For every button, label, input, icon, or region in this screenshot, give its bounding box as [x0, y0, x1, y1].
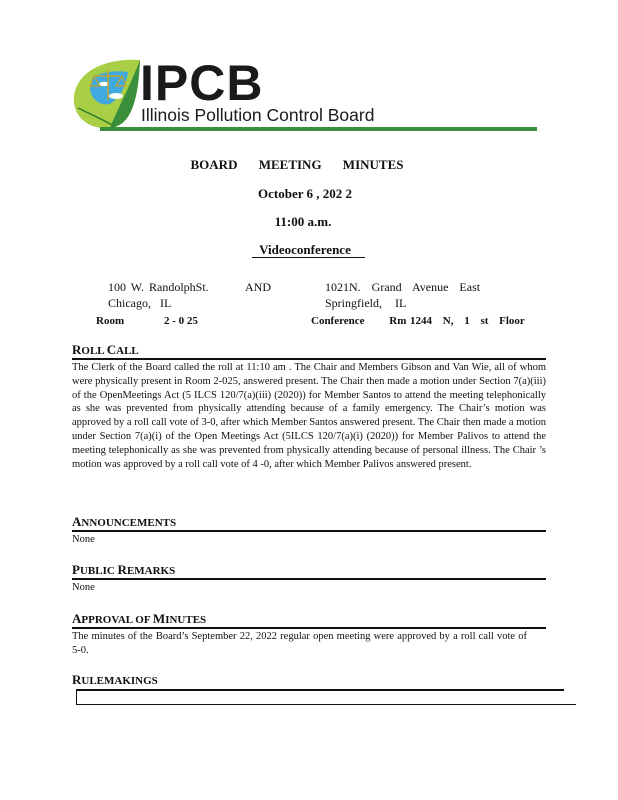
rulemakings-rule	[76, 689, 564, 691]
springfield-city: Springfield, IL	[325, 296, 407, 310]
announcements-text: None	[72, 534, 95, 545]
chicago-city: Chicago, IL	[108, 296, 172, 310]
ipcb-leaf-logo-icon	[70, 56, 142, 132]
approval-text: The minutes of the Board’s September 22, 2022 regular open meeting were approved by a roll call vote of 5-0.	[72, 631, 527, 656]
approval-heading: APPROVAL OF MINUTES	[72, 611, 207, 626]
public-remarks-rule	[72, 578, 546, 580]
rulemakings-box-left	[76, 689, 77, 705]
public-remarks-heading: PUBLIC REMARKS	[72, 562, 176, 577]
chicago-room-number: 2 - 0 25	[164, 315, 198, 327]
meeting-time: 11:00 a.m.	[274, 214, 332, 229]
roll-call-rule	[72, 358, 546, 360]
rulemakings-box-bottom	[76, 704, 576, 705]
location-conjunction: AND	[245, 280, 271, 294]
springfield-street: 1021N. Grand Avenue East	[325, 280, 481, 294]
chicago-street: 100 W. RandolphSt.	[108, 280, 209, 294]
springfield-room-number: 1244 N, 1 st Floor	[410, 315, 525, 327]
approval-rule	[72, 627, 546, 629]
chicago-room-label: Room	[96, 315, 125, 327]
meeting-venue: Videoconference	[259, 242, 351, 257]
logo-organization-name: Illinois Pollution Control Board	[141, 105, 375, 125]
public-remarks-text: None	[72, 582, 95, 593]
announcements-rule	[72, 530, 546, 532]
roll-call-heading: ROLL CALL	[72, 342, 139, 357]
logo-acronym: IPCB	[140, 55, 264, 111]
venue-underline	[252, 257, 365, 258]
meeting-date: October 6 , 202 2	[258, 186, 352, 201]
announcements-heading: ANNOUNCEMENTS	[72, 514, 177, 529]
springfield-room-label: Conference Rm	[311, 315, 407, 327]
logo-divider	[100, 127, 537, 131]
roll-call-text: The Clerk of the Board called the roll at 11:10 am . The Chair and Members Gibson and Van Wie, all of whom were physically present in Room 2-025, answered present. The Chair then made a motion under Section 7(a)(iii) of the OpenMeetings Act (5 ILCS 120/7(a)(iii) (2020)) for Member Santos to attend the meeting telephonically as she was prevented from physically attending because of a family emergency. The Chair’s motion was approved by a roll call vote of 3-0, after which Member Santos answered present. The Chair then made a motion under Section 7(a)(i) of the Open Meetings Act (5ILCS 120/7(a)(i) (2020)) for Member Palivos to attend the meeting telephonically as she was prevented from physically attending because of personal illness. The Chair ’s motion was approved by a roll call vote of 4 -0, after which Member Palivos answered present.	[72, 362, 546, 470]
page-title: BOARD MEETING MINUTES	[190, 157, 404, 172]
rulemakings-heading: RULEMAKINGS	[72, 672, 158, 687]
